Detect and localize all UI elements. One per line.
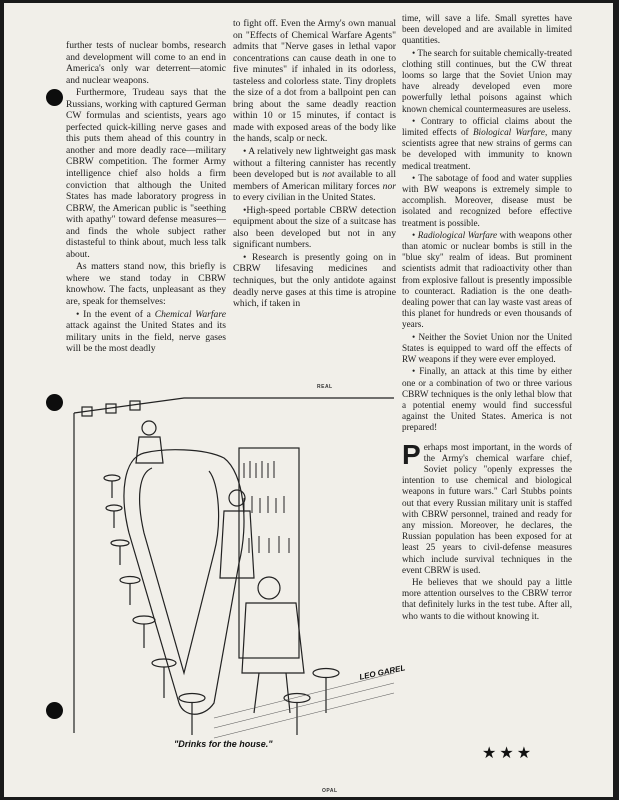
binder-hole xyxy=(46,702,63,719)
bar-stool xyxy=(106,505,122,511)
paragraph: time, will save a life. Small syrettes have been developed and are available in limited quantities. xyxy=(402,13,572,46)
paragraph: He believes that we should pay a little more attention ourselves to the CBRW terror that definitely lurks in the test tube. After all, who wants to die without knowing it. xyxy=(402,576,572,621)
wall-line xyxy=(74,398,394,413)
paragraph: further tests of nuclear bombs, research and development will come to an end in America's only war deterrent—atomic and nuclear weapons. xyxy=(66,40,226,86)
bar-stool xyxy=(111,540,129,546)
emphasis: Radiological Warfare xyxy=(417,229,498,240)
customer-head xyxy=(258,577,280,599)
emphasis: Biological Warfare xyxy=(472,127,545,138)
paragraph xyxy=(402,230,572,331)
bar-stool xyxy=(104,475,120,481)
paragraph: As matters stand now, this briefly is where we stand today in CBRW knowhow. The facts, unpleasant as they are, speak for themselves: xyxy=(66,261,226,308)
paragraph xyxy=(402,438,572,576)
magazine-page xyxy=(4,3,613,797)
paragraph: • The search for suitable chemically-treated clothing still continues, but the CW threat looms so large that the Soviet Union may have already developed even more powerfully lethal poisons against which known chemical countermeasures are useless. xyxy=(402,47,572,114)
article-column-2 xyxy=(233,18,396,311)
text: • A relatively new lightweight gas mask without a filtering cannister has recently been developed but is xyxy=(233,146,396,181)
text: , many scientists agree that new strains of germs can be developed with immunity to known medical treatment. xyxy=(402,127,572,171)
bar-stool xyxy=(152,659,176,667)
binder-hole xyxy=(46,394,63,411)
drop-cap: P xyxy=(402,438,421,470)
text: with weapons other than atomic or nuclear bombs is still in the "blue sky" realm of ideas. But prominent scientists admit that radioactivity other than from explosive fallout is presently impossible to counteract. Radiation is the one death-dealing power that can lay waste vast areas of this planet for hundreds or even thousands of years. xyxy=(402,229,573,330)
woman-head xyxy=(142,421,156,435)
end-mark: ★★★ xyxy=(482,743,535,762)
cartoonist-signature: LEO GAREL xyxy=(358,663,407,682)
text: • Contrary to official claims about the limited effects of xyxy=(402,115,572,138)
paragraph: •High-speed portable CBRW detection equipment about the size of a suitcase has also been developed but not in any significant numbers. xyxy=(233,204,396,251)
bar-stool xyxy=(179,694,205,703)
print-mark: OPAL xyxy=(322,788,338,794)
text: erhaps most important, in the words of the Army's chemical warfare chief, Soviet policy "openly expresses the intention to use chemical and biological weapons in future wars." Carl Stubbs points out that every Russian military unit is staffed with CBRW personnel, trained and ready for any mission. Moreover, he declares, the Russian population has been exposed for at least 25 years to civil-defense measures which include survival techniques in the event CBRW is used. xyxy=(402,441,572,575)
article-column-1 xyxy=(66,40,226,356)
emphasis: nor xyxy=(382,180,396,192)
paragraph: • Finally, an attack at this time by either one or a combination of two or three various CBRW techniques is the only lethal blow that a potential enemy would find successful against the United States. America is not prepared! xyxy=(402,366,572,433)
emphasis: not xyxy=(322,169,335,181)
bar-stool xyxy=(133,616,155,624)
paragraph: • Research is presently going on in CBRW lifesaving medicines and techniques, but the only antidote against deadly nerve gases at this time is atropine which, if taken in xyxy=(233,251,396,310)
paragraph xyxy=(66,309,226,355)
cartoon-illustration xyxy=(64,373,404,753)
customer-body xyxy=(242,603,304,673)
bar-stool xyxy=(120,577,140,584)
customer-legs xyxy=(254,673,290,713)
paragraph: Furthermore, Trudeau says that the Russians, working with captured German CW formulas and scientists, years ago perfected quick-killing nerve gases and this puts them ahead of this country in another and more deadly race—military CBRW competition. The former Army intelligence chief also holds a firm conviction that although the United States has made laboratory progress in CBRW, the American public is "seething with apathy" toward defense measures—and finds the whole subject rather distasteful to think about, much less talk about. xyxy=(66,87,226,260)
paragraph: • The sabotage of food and water supplies with BW weapons is extremely simple to accomplish. Moreover, disease must be isolated and recognized before effective treatment is possible. xyxy=(402,172,572,228)
text: attack against the United States and its military units in the field, nerve gases will be the most deadly xyxy=(66,320,226,355)
paragraph xyxy=(233,146,396,204)
bar-stool xyxy=(313,669,339,678)
text: available to all members of American military forces xyxy=(233,169,396,192)
print-mark: REAL xyxy=(317,384,333,390)
binder-hole xyxy=(46,89,63,106)
cartoon-caption: "Drinks for the house." xyxy=(174,739,273,749)
article-column-3 xyxy=(402,13,572,623)
paragraph: • Neither the Soviet Union nor the United States is equipped to ward off the effects of RW weapons if they were ever employed. xyxy=(402,331,572,365)
bar-inner xyxy=(140,468,219,673)
paragraph xyxy=(402,116,572,172)
text: to every civilian in the United States. xyxy=(233,192,376,204)
text: • xyxy=(412,229,418,240)
emphasis: Chemical Warfare xyxy=(154,308,226,320)
paragraph: to fight off. Even the Army's own manual on "Effects of Chemical Warfare Agents" admits that "Nerve gases in lethal vapor concentrations can cause death in one to five minutes" if inhaled in its odorless, tasteless and colorless state. Tiny droplets the size of a dot from a ballpoint pen can bring about the same deadly reaction within 10 or 15 minutes, if contact is made with exposed areas of the body like the hands, scalp or neck. xyxy=(233,18,396,145)
text: • In the event of a xyxy=(76,308,155,320)
